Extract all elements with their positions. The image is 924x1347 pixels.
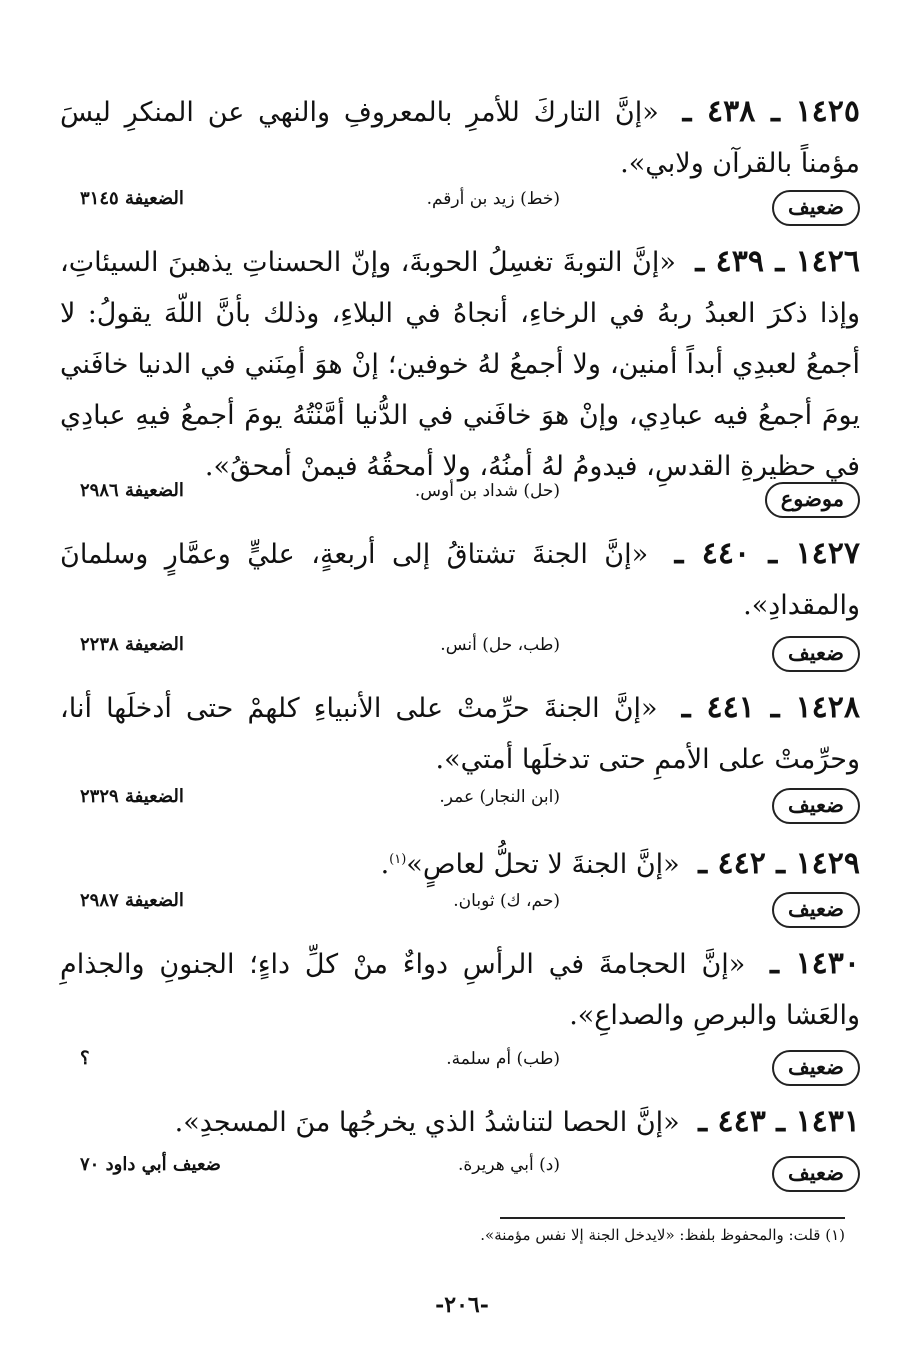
source-line (60, 186, 860, 230)
footnote-divider (500, 1217, 845, 1219)
grade-badge: ضعيف (772, 636, 860, 672)
source-line (60, 1046, 860, 1090)
grade-badge: ضعيف (772, 1156, 860, 1192)
source-line (60, 1152, 860, 1196)
source-text: (طب) أم سلمة. (446, 1049, 560, 1069)
hadith-entry (60, 528, 860, 631)
source-text: (حل) شداد بن أوس. (414, 481, 560, 501)
hadith-entry (60, 236, 860, 492)
page-number: -٢٠٦- (435, 1292, 489, 1318)
hadith-text: «إنَّ التوبةَ تغسِلُ الحوبةَ، وإنّ الحسناتِ يذهبنَ السيئاتِ، وإذا ذكرَ العبدُ ربهُ في الرخاءِ، أنجاهُ في البلاءِ، وذلك بأنَّ اللّهَ يقولُ: لا أجمعُ لعبدِي أبداً أمنين، ولا أجمعُ لهُ خوفين؛ إنْ هوَ أمِنَني في الدنيا خافَني يومَ أجمعُ فيه عبادِي، وإنْ هوَ خافَني في الدُّنيا أمَّنْتُهُ يومَ أجمعُ فيهِ عبادِي في حظيرةِ القدسِ، فيدومُ لهُ أمنُهُ، ولا أمحقُهُ فيمنْ أمحقُ». (60, 247, 860, 482)
hadith-text: «إنَّ الحجامةَ في الرأسِ دواءٌ منْ كلِّ داءٍ؛ الجنونِ والجذامِ والعَشا والبرصِ والصداعِ». (60, 949, 860, 1031)
hadith-number: ١٤٢٩ ـ ٤٤٢ ـ (698, 846, 860, 881)
source-text: (خط) زيد بن أرقم. (426, 189, 560, 209)
hadith-text: «إنَّ الجنةَ تشتاقُ إلى أربعةٍ، عليٍّ وعمَّارٍ وسلمانَ والمقدادِ». (60, 539, 860, 621)
hadith-entry (60, 1096, 860, 1148)
source-line (60, 478, 860, 522)
reference-text: الضعيفة ٢٩٨٧ (80, 890, 184, 911)
source-line (60, 784, 860, 828)
hadith-entry (60, 834, 860, 890)
grade-badge: ضعيف (772, 1050, 860, 1086)
grade-badge: ضعيف (772, 788, 860, 824)
source-text: (ابن النجار) عمر. (439, 787, 560, 807)
hadith-number: ١٤٣١ ـ ٤٤٣ ـ (698, 1104, 860, 1139)
reference-text: الضعيفة ٢٩٨٦ (80, 480, 184, 501)
reference-text: الضعيفة ٣١٤٥ (80, 188, 184, 209)
hadith-number: ١٤٢٥ ـ ٤٣٨ ـ (682, 94, 860, 129)
hadith-number: ١٤٢٦ ـ ٤٣٩ ـ (695, 244, 860, 279)
hadith-text: «إنَّ التاركَ للأمرِ بالمعروفِ والنهي عن المنكرِ ليسَ مؤمناً بالقرآن ولابي». (60, 97, 860, 179)
hadith-entry (60, 682, 860, 785)
hadith-entry (60, 938, 860, 1041)
hadith-number: ١٤٢٨ ـ ٤٤١ ـ (681, 690, 860, 725)
reference-text: الضعيفة ٢٣٢٩ (80, 786, 184, 807)
footnote-marker: (١) (389, 852, 407, 867)
reference-text: ضعيف أبي داود ٧٠ (80, 1154, 221, 1175)
hadith-text: «إنَّ الحصا لتناشدُ الذي يخرجُها منَ المسجدِ». (174, 1107, 680, 1138)
source-line (60, 632, 860, 676)
footnote: (١) قلت: والمحفوظ بلفظ: «لايدخل الجنة إلا نفس مؤمنة». (480, 1226, 845, 1244)
hadith-number: ١٤٢٧ ـ ٤٤٠ ـ (674, 536, 860, 571)
source-text: (د) أبي هريرة. (457, 1155, 560, 1175)
hadith-text: «إنَّ الجنةَ حرِّمتْ على الأنبياءِ كلهمْ حتى أدخلَها أنا، وحرِّمتْ على الأممِ حتى تدخلَها أمتي». (60, 693, 860, 775)
reference-text: ؟ (80, 1048, 90, 1069)
grade-badge: ضعيف (772, 190, 860, 226)
hadith-number: ١٤٣٠ ـ (770, 946, 860, 981)
reference-text: الضعيفة ٢٢٣٨ (80, 634, 184, 655)
grade-badge: ضعيف (772, 892, 860, 928)
hadith-entry (60, 86, 860, 189)
hadith-text: «إنَّ الجنةَ لا تحلُّ لعاصٍ» (406, 849, 680, 880)
source-line (60, 888, 860, 932)
source-text: (حم، ك) ثوبان. (453, 891, 560, 911)
source-text: (طب، حل) أنس. (440, 635, 560, 655)
hadith-text-end: . (380, 849, 390, 880)
grade-badge: موضوع (765, 482, 860, 518)
